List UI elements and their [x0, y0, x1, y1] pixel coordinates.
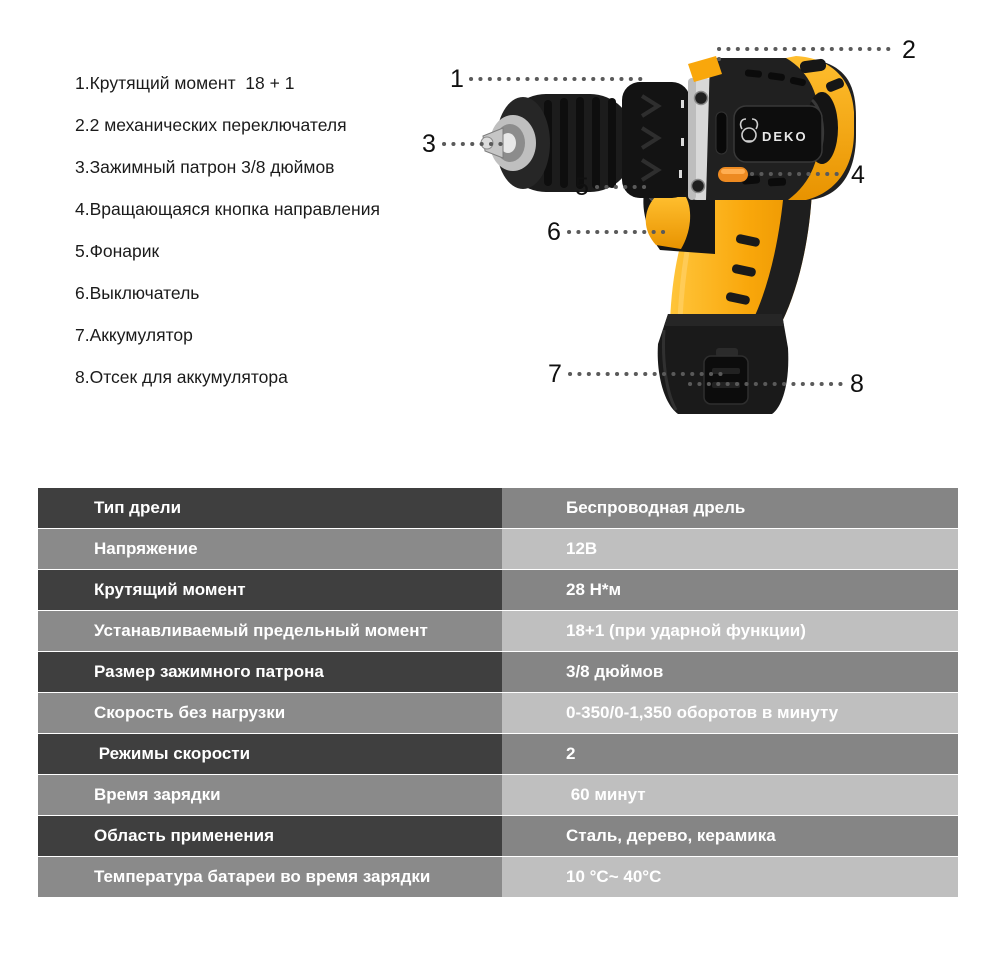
parts-list-item-4: 4.Вращающаяся кнопка направления	[75, 199, 380, 219]
spec-value: 2	[502, 734, 958, 774]
spec-label: Устанавливаемый предельный момент	[38, 611, 502, 651]
spec-value: 10 °C~ 40°C	[502, 857, 958, 897]
spec-label: Режимы скорости	[38, 734, 502, 774]
screw	[695, 92, 708, 105]
spec-row-application	[38, 816, 958, 856]
spec-label: Размер зажимного патрона	[38, 652, 502, 692]
trigger	[646, 197, 690, 249]
drill-diagram	[0, 0, 1000, 470]
spec-value: Беспроводная дрель	[502, 488, 958, 528]
spec-row-charge-time	[38, 775, 958, 815]
spec-value: 18+1 (при ударной функции)	[502, 611, 958, 651]
torque-collar	[622, 82, 690, 198]
parts-list-item-7: 7.Аккумулятор	[75, 325, 193, 345]
spec-row-torque	[38, 570, 958, 610]
callout-1	[450, 65, 649, 93]
callout-label-6: 6	[547, 218, 561, 246]
spec-row-chuck-size	[38, 652, 958, 692]
parts-list-item-3: 3.Зажимный патрон 3/8 дюймов	[75, 157, 335, 177]
spec-row-no-load-speed	[38, 693, 958, 733]
screw	[692, 180, 705, 193]
parts-list-item-1: 1.Крутящий момент 18 + 1	[75, 73, 295, 93]
chuck	[481, 94, 634, 192]
spec-value: Сталь, дерево, керамика	[502, 816, 958, 856]
callout-label-4: 4	[851, 161, 865, 189]
spec-row-drill-type	[38, 488, 958, 528]
spec-label: Скорость без нагрузки	[38, 693, 502, 733]
spec-row-voltage	[38, 529, 958, 569]
callout-label-5: 5	[575, 173, 589, 201]
spec-value: 3/8 дюймов	[502, 652, 958, 692]
side-switch	[716, 112, 727, 154]
spec-label: Время зарядки	[38, 775, 502, 815]
battery-pack	[658, 314, 789, 414]
callout-label-2: 2	[902, 36, 916, 64]
callout-label-1: 1	[450, 65, 464, 93]
spec-label: Температура батареи во время зарядки	[38, 857, 502, 897]
spec-value: 60 минут	[502, 775, 958, 815]
spec-table	[38, 488, 958, 898]
spec-row-torque-settings	[38, 611, 958, 651]
spec-label: Тип дрели	[38, 488, 502, 528]
parts-list-item-6: 6.Выключатель	[75, 283, 200, 303]
spec-value: 28 Н*м	[502, 570, 958, 610]
parts-list-item-5: 5.Фонарик	[75, 241, 160, 261]
parts-list-item-8: 8.Отсек для аккумулятора	[75, 367, 288, 387]
spec-label: Область применения	[38, 816, 502, 856]
spec-row-battery-temp	[38, 857, 958, 897]
parts-list-item-2: 2.2 механических переключателя	[75, 115, 347, 135]
callout-label-7: 7	[548, 360, 562, 388]
spec-value: 0-350/0-1,350 оборотов в минуту	[502, 693, 958, 733]
brand-plate	[734, 106, 822, 162]
brand-text: DEKO	[762, 129, 808, 144]
spec-value: 12В	[502, 529, 958, 569]
callout-label-8: 8	[850, 370, 864, 398]
spec-row-speed-modes	[38, 734, 958, 774]
battery-latch	[704, 356, 748, 404]
callout-label-3: 3	[422, 130, 436, 158]
spec-label: Крутящий момент	[38, 570, 502, 610]
spec-label: Напряжение	[38, 529, 502, 569]
direction-button	[718, 167, 748, 182]
